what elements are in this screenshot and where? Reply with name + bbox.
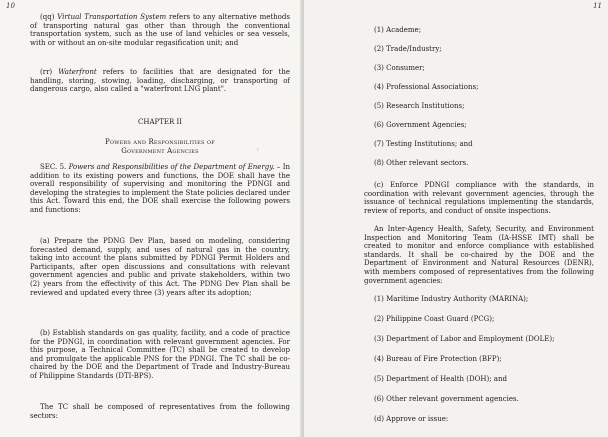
sector-item: (4) Professional Associations; bbox=[374, 83, 479, 91]
paragraph-c bbox=[364, 181, 594, 215]
smudge-mark: › bbox=[256, 145, 260, 154]
c-text: (c) Enforce PDNGI compliance with the standards, in coordination with relevant government agencies, through the issuance of technical regulations implementing the standards, review of reports, and conduct of onsite inspections. bbox=[364, 181, 594, 215]
paragraph-ia-hsse bbox=[364, 225, 594, 285]
sector-item: (8) Other relevant sectors. bbox=[374, 159, 469, 167]
chapter-title-line-2: Government Agencies bbox=[121, 147, 199, 155]
paragraph-d: (d) Approve or issue: bbox=[374, 415, 449, 423]
page-number-right: 11 bbox=[593, 2, 602, 10]
paragraph-a bbox=[30, 237, 290, 297]
b-text: (b) Establish standards on gas quality, facility, and a code of practice for the PDNGI, in coordination with relevant government agencies. For this purpose, a Technical Committee (TC) shall be created to develop and promulgate the applicable PNS for the PDNGI. The TC shall be co-chaired by the DOE and the Department of Trade and Industry-Bureau of Philippine Standards (DTI-BPS). bbox=[30, 329, 290, 380]
agency-item: (4) Bureau of Fire Protection (BFP); bbox=[374, 355, 502, 363]
agency-item: (2) Philippine Coast Guard (PCG); bbox=[374, 315, 495, 323]
tc-text: The TC shall be composed of representatives from the following sectors: bbox=[30, 403, 290, 420]
qq-label: (qq) bbox=[40, 13, 55, 21]
agency-item: (6) Other relevant government agencies. bbox=[374, 395, 519, 403]
paragraph-qq bbox=[30, 13, 290, 47]
paragraph-rr bbox=[30, 68, 290, 94]
sector-item: (2) Trade/Industry; bbox=[374, 45, 442, 53]
sector-item: (7) Testing Institutions; and bbox=[374, 140, 473, 148]
sector-item: (6) Government Agencies; bbox=[374, 121, 467, 129]
a-text: (a) Prepare the PDNG Dev Plan, based on modeling, considering forecasted demand, supply, and uses of natural gas in the country, taking into account the plans submitted by PDNGI Permit Holders and Participants, after open discussions and consultations with relevant government agencies and public and private stakeholders, within two (2) years from the effectivity of this Act. The PDNG Dev Plan shall be reviewed and updated every three (3) years after its adoption; bbox=[30, 237, 290, 297]
left-page bbox=[0, 0, 302, 437]
sector-item: (3) Consumer; bbox=[374, 64, 425, 72]
agency-item: (3) Department of Labor and Employment (DOLE); bbox=[374, 335, 555, 343]
paragraph-b bbox=[30, 329, 290, 381]
sec5-title: Powers and Responsibilities of the Department of Energy. bbox=[68, 163, 275, 171]
rr-label: (rr) bbox=[40, 68, 53, 76]
rr-term: Waterfront bbox=[58, 68, 97, 76]
section-5 bbox=[30, 163, 290, 215]
rr-text: refers to facilities that are designated for the handling, storing, stowing, loading, discharging, or transporting of dangerous cargo, also called a "waterfront LNG plant". bbox=[30, 68, 290, 94]
chapter-title-line-1: Powers and Responsibilities of bbox=[105, 138, 215, 146]
agency-item: (5) Department of Health (DOH); and bbox=[374, 375, 507, 383]
agency-item: (1) Maritime Industry Authority (MARINA); bbox=[374, 295, 529, 303]
sec5-text: – In addition to its existing powers and functions, the DOE shall have the overall responsibility of supervising and monitoring the PDNGI and developing the strategies to implement the State policies declared under this Act. Toward this end, the DOE shall exercise the following powers and functions: bbox=[30, 163, 291, 214]
paragraph-tc bbox=[30, 403, 290, 420]
ia-hsse-text: An Inter-Agency Health, Safety, Security, and Environment Inspection and Monitoring Team (IA-HSSE IMT) shall be created to monitor and enforce compliance with established standards. It shall be co-chaired by the DOE and the Department of Environment and Natural Resources (DENR), with members composed of representatives from the following government agencies: bbox=[364, 225, 594, 285]
right-page bbox=[304, 0, 608, 437]
page-number-left: 10 bbox=[6, 2, 15, 10]
sec5-label: SEC. 5. bbox=[40, 163, 67, 171]
sector-item: (1) Academe; bbox=[374, 26, 422, 34]
qq-term: Virtual Transportation System bbox=[57, 13, 167, 21]
qq-text: refers to any alternative methods of transporting natural gas other than through the conventional transportation system, such as the use of land vehicles or sea vessels, with or without an on-site modular regasification unit; and bbox=[30, 13, 290, 47]
sector-item: (5) Research Institutions; bbox=[374, 102, 465, 110]
chapter-heading: CHAPTER II bbox=[137, 118, 183, 126]
